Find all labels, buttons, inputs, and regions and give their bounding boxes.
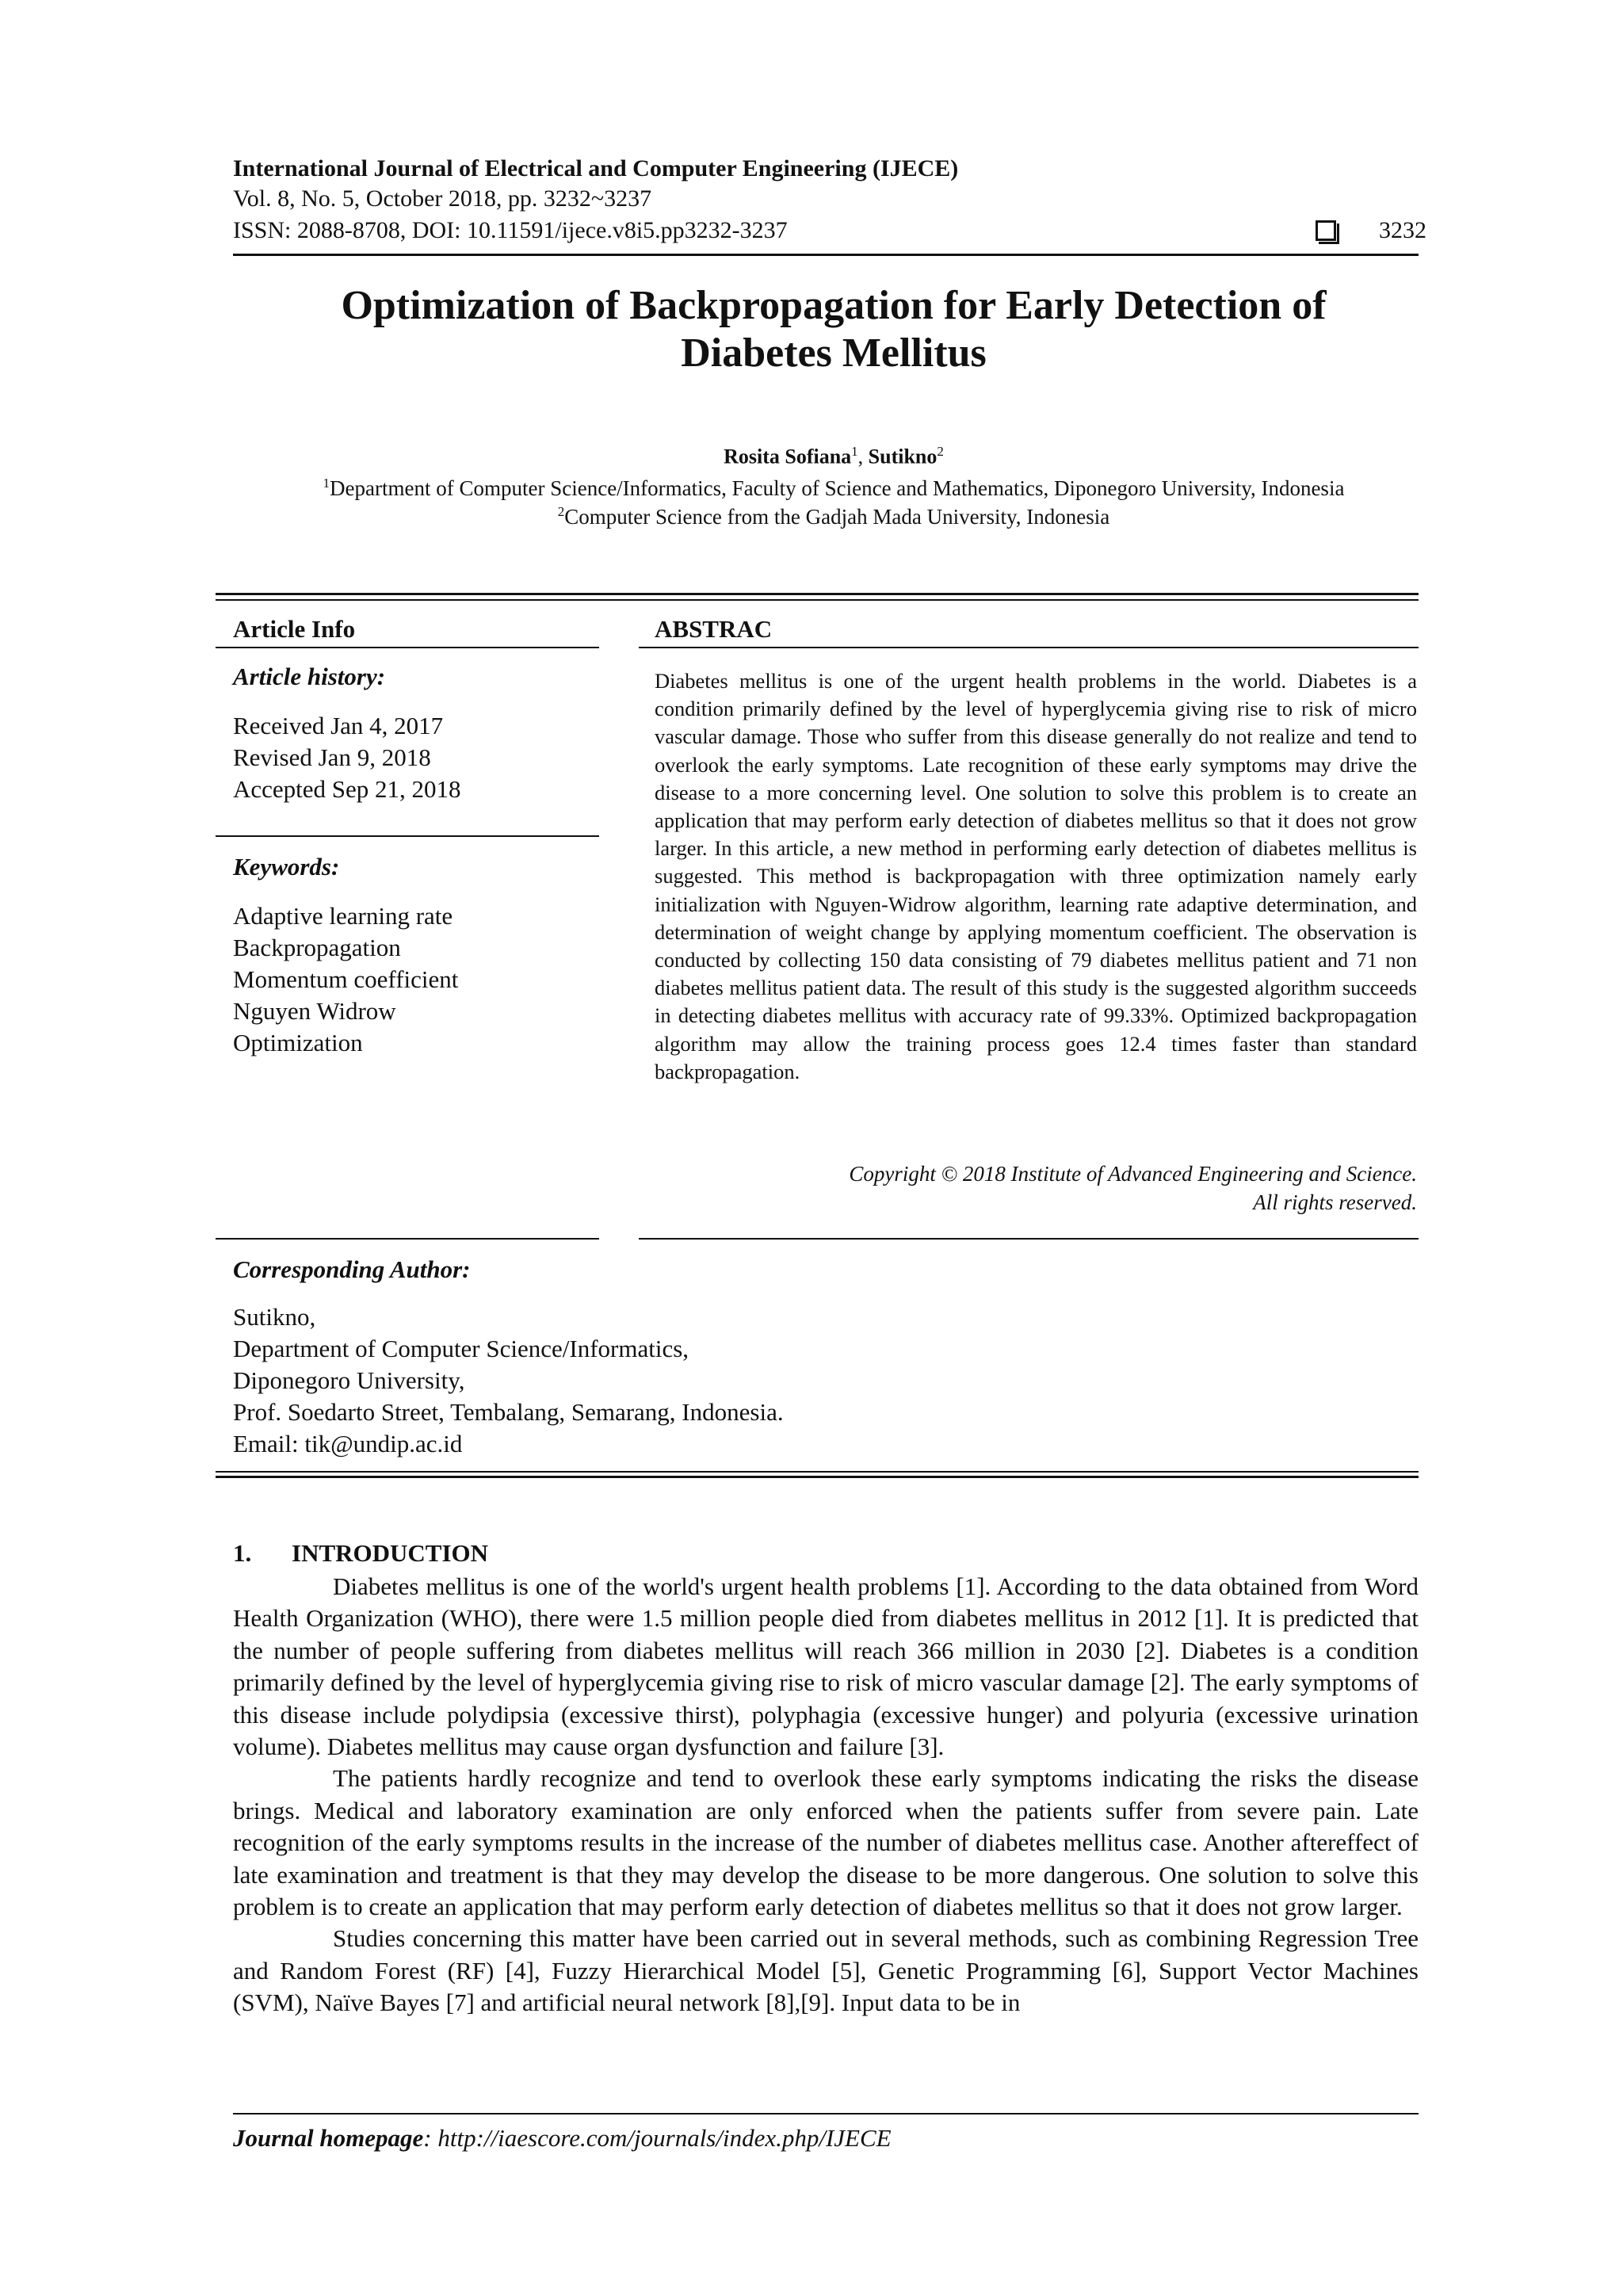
footer-rule: [233, 2113, 1419, 2115]
affiliation-superscript: 2: [557, 504, 565, 519]
page-number: 3232: [1379, 217, 1426, 243]
history-accepted: Accepted Sep 21, 2018: [233, 775, 461, 803]
affiliation-superscript: 1: [323, 476, 330, 491]
abstract-rule: [639, 647, 1419, 648]
corresponding-bottom-rule-thin: [216, 1471, 1419, 1473]
square-bullet-icon: [1316, 220, 1336, 241]
abstract-text: Diabetes mellitus is one of the urgent health problems in the world. Diabetes is a condition primarily defined by the level of hyperglycemia giving rise to risk of micro vascular damage. Those who suffer from this disease generally do not realize and tend to overlook the early symptoms. Late recognition of these early symptoms may drive the disease to a more concerning level. One solution to solve this problem is to create an application that may perform early detection of diabetes mellitus so that it does not grow larger. In this article, a new method in performing early detection of diabetes mellitus is suggested. This method is backpropagation with three optimization namely early initialization with Nguyen-Widrow algorithm, learning rate adaptive determination, and determination of weight change by applying momentum coefficient. The observation is conducted by collecting 150 data consisting of 79 diabetes mellitus patient and 71 non diabetes mellitus patient data. The result of this study is the suggested algorithm succeeds in detecting diabetes mellitus with accuracy rate of 99.33%. Optimized backpropagation algorithm may allow the training process goes 12.4 times faster than standard backpropagation.: [655, 669, 1417, 1083]
copyright-line-2: All rights reserved.: [1253, 1190, 1417, 1214]
copyright-line-1: Copyright © 2018 Institute of Advanced Engineering and Science.: [849, 1162, 1417, 1186]
affiliation-1: [233, 476, 1434, 501]
author-superscript: 2: [937, 444, 944, 459]
affiliation-text: Department of Computer Science/Informatics, Faculty of Science and Mathematics, Diponegoro University, Indonesia: [330, 476, 1345, 500]
keyword-item: Nguyen Widrow: [233, 997, 396, 1025]
issn-doi-line: ISSN: 2088-8708, DOI: 10.11591/ijece.v8i5.pp3232-3237: [233, 217, 788, 243]
author-superscript: 1: [851, 444, 858, 459]
corresponding-bottom-rule: [216, 1476, 1419, 1478]
article-info-bottom-rule: [216, 1238, 599, 1240]
journal-name: International Journal of Electrical and Computer Engineering (IJECE): [233, 155, 959, 181]
intro-paragraph: The patients hardly recognize and tend to overlook these early symptoms indicating the risks the disease brings. Medical and laboratory examination are only enforced when the patients suffer from severe pain. Late recognition of the early symptoms results in the increase of the number of diabetes mellitus case. Another aftereffect of late examination and treatment is that they may develop the disease to be more dangerous. One solution to solve this problem is to create an application that may perform early detection of diabetes mellitus so that it does not grow larger.: [233, 1764, 1419, 1921]
affiliation-text: Computer Science from the Gadjah Mada University, Indonesia: [564, 505, 1110, 529]
section-title: INTRODUCTION: [292, 1539, 489, 1567]
homepage-label: Journal homepage: [233, 2124, 424, 2152]
history-rule: [216, 835, 599, 837]
title-line-1: Optimization of Backpropagation for Early Detection of: [341, 283, 1327, 328]
section-number: 1.: [233, 1539, 252, 1567]
title-line-2: Diabetes Mellitus: [681, 330, 987, 376]
homepage-url[interactable]: http://iaescore.com/journals/index.php/IJECE: [437, 2124, 892, 2152]
corresponding-author-email: Email: tik@undip.ac.id: [233, 1430, 463, 1457]
intro-paragraph: Diabetes mellitus is one of the world's urgent health problems [1]. According to the data obtained from Word Health Organization (WHO), there were 1.5 million people died from diabetes mellitus in 2012 [1]. It is predicted that the number of people suffering from diabetes mellitus will reach 366 million in 2030 [2]. Diabetes is a condition primarily defined by the level of hyperglycemia giving rise to risk of micro vascular damage [2]. The early symptoms of this disease include polydipsia (excessive thirst), polyphagia (excessive hunger) and polyuria (excessive urination volume). Diabetes mellitus may cause organ dysfunction and failure [3].: [233, 1572, 1419, 1761]
keyword-item: Momentum coefficient: [233, 965, 459, 993]
keyword-item: Optimization: [233, 1029, 363, 1056]
corresponding-author-heading: Corresponding Author:: [233, 1255, 471, 1283]
corresponding-author-address: Prof. Soedarto Street, Tembalang, Semarang, Indonesia.: [233, 1398, 784, 1426]
intro-paragraph: Studies concerning this matter have been carried out in several methods, such as combining Regression Tree and Random Forest (RF) [4], Fuzzy Hierarchical Model [5], Genetic Programming [6], Support Vector Machines (SVM), Naïve Bayes [7] and artificial neural network [8],[9]. Input data to be in: [233, 1924, 1419, 2017]
corresponding-author-department: Department of Computer Science/Informatics,: [233, 1335, 689, 1362]
article-info-rule: [216, 647, 599, 648]
introduction-body: [233, 1571, 1419, 2019]
journal-homepage-footer: [233, 2124, 892, 2153]
keyword-item: Adaptive learning rate: [233, 902, 453, 930]
author-separator: ,: [857, 445, 869, 468]
info-top-rule-thin: [216, 599, 1419, 601]
volume-line: Vol. 8, No. 5, October 2018, pp. 3232~3237: [233, 185, 652, 212]
keywords-heading: Keywords:: [233, 853, 340, 881]
article-history-heading: Article history:: [233, 663, 386, 690]
history-received: Received Jan 4, 2017: [233, 712, 444, 739]
keyword-item: Backpropagation: [233, 934, 401, 961]
author-name: Rosita Sofiana: [724, 445, 852, 468]
info-top-rule: [216, 593, 1419, 595]
paper-title: [233, 282, 1434, 377]
affiliation-2: [233, 504, 1434, 529]
corresponding-author-name: Sutikno,: [233, 1303, 316, 1331]
history-revised: Revised Jan 9, 2018: [233, 743, 431, 771]
header-rule: [233, 254, 1419, 256]
author-name: Sutikno: [868, 445, 938, 468]
introduction-heading: [233, 1539, 488, 1568]
abstract-heading: ABSTRAC: [655, 615, 773, 643]
abstract-bottom-rule: [639, 1238, 1419, 1240]
homepage-separator: :: [423, 2124, 438, 2152]
author-list: [233, 444, 1434, 469]
article-info-heading: Article Info: [233, 615, 356, 643]
corresponding-author-university: Diponegoro University,: [233, 1366, 465, 1394]
